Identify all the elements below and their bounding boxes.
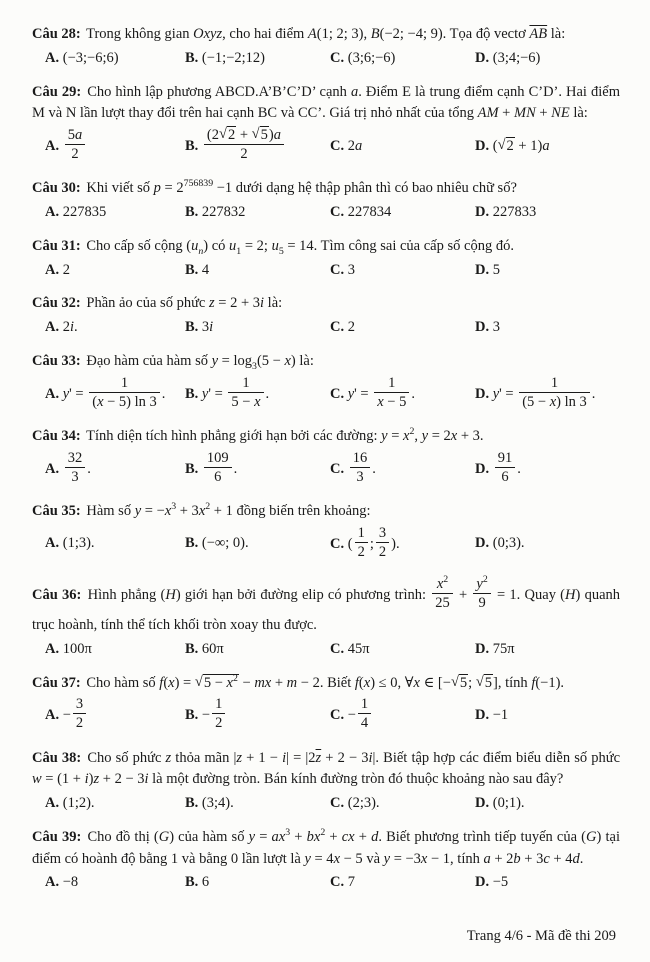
question-30-options [32,202,620,224]
option-key: D. [475,707,490,723]
question-28-options [32,48,620,70]
question-30-option-c: C. 227834 [330,204,392,220]
option-key: C. [330,49,345,66]
question-37-text: Câu 37: Cho hàm số $f(x) = √5 - x^2$ − mx + m − 2. Biết f(x) ≤ 0, ∀x ∈ [−√5; √5], tính f(−1). [32,672,565,691]
question-35-option-b: B. (−∞; 0). [185,535,249,552]
question-33-option-c: C. y' = $\frac{1}{x - 5}$ . [330,374,415,410]
question-29-options [32,127,620,166]
question-38-option-d: D. (0;1). [475,795,525,811]
option-key: B. [185,261,199,278]
option-key: B. [185,460,199,477]
question-30-text: Câu 30: Khi viết số $p = 2^{756839} -1$ dưới dạng hệ thập phân thì có bao nhiêu chữ số? [32,178,517,197]
question-34-option-a: A. $\frac{32}{3}$ . [45,449,91,485]
option-key: C. [330,385,345,402]
question-33-option-a: A. y' = $\frac{1}{(x - 5) \ln 3}$ . [45,374,166,410]
option-key: A. [45,319,60,335]
question-29-text: Câu 29: Cho hình lập phương ABCD.A’B’C’D’ cạnh a. Điểm E là trung điểm cạnh C’D’. Hai điểm M và N lần lượt thay đổi trên hai cạnh BC và CC’. Giá trị nhỏ nhất của tổng AM + MN + NE là: [32,83,620,122]
option-key: A. [45,795,60,811]
question-36-option-c: C. 45π [330,640,370,657]
option-key: D. [475,261,490,278]
question-38-option-c: C. (2;3). [330,795,380,811]
question-36 [32,573,620,661]
question-38-option-a: A. (1;2). [45,795,95,811]
question-29-label: Câu 29: [32,83,82,100]
radical: $√5 - x^2$ [194,672,238,691]
question-34-options [32,450,620,489]
question-39 [32,827,620,894]
question-32 [32,293,620,339]
question-36-label: Câu 36: [32,586,82,603]
option-key: A. [45,460,60,477]
question-34 [32,426,620,489]
option-key: C. [330,261,345,278]
question-38-label: Câu 38: [32,749,82,766]
option-key: A. [45,204,60,220]
option-key: B. [185,137,199,154]
question-31-option-b: B. 4 [185,261,210,278]
question-28-option-a: A. (−3;−6;6) [45,49,119,66]
page-footer [467,926,616,948]
option-key: D. [475,137,490,154]
question-33 [32,351,620,414]
option-key: D. [475,460,490,477]
option-key: D. [475,319,490,335]
question-39-text: Câu 39: Cho đồ thị (G) của hàm số $y = ax^3 + bx^2$ + cx + d. Biết phương trình tiếp tuyến của (G) tại điểm có hoành độ bằng 1 và bằng 0 lần lượt là y = 4x − 5 và y = −3x − 1, tính a + 2b + 3c + 4d. [32,826,620,867]
option-key: C. [330,204,345,220]
option-key: B. [185,640,199,657]
question-35-option-a: A. (1;3). [45,535,95,552]
question-34-label: Câu 34: [32,427,81,444]
question-33-label: Câu 33: [32,352,81,369]
option-key: B. [185,319,199,335]
question-35-label: Câu 35: [32,502,81,519]
question-37-label: Câu 37: [32,674,81,691]
question-29-option-a: A. $\frac{5a}{2}$ [45,127,185,166]
question-28-label: Câu 28: [32,26,81,42]
question-36-option-d: D. 75π [475,640,515,657]
question-33-option-b: B. y' = $\frac{1}{5 - x}$ . [185,374,270,410]
question-33-options [32,375,620,414]
question-32-option-d: D. 3 [475,319,500,335]
option-key: D. [475,795,490,811]
question-30-option-a: A. 227835 [45,204,107,220]
question-32-options [32,317,620,339]
option-key: B. [185,204,199,220]
question-32-option-a: A. 2i. [45,319,78,335]
question-33-text: Câu 33: Đạo hàm của hàm số $y = \log_3(5 - x)$ là: [32,352,314,372]
question-28-option-b: B. (−1;−2;12) [185,49,265,66]
question-39-label: Câu 39: [32,828,82,845]
option-key: C. [330,535,345,552]
question-28 [32,24,620,70]
question-29-option-d: D. (√2 + 1)a [475,136,550,154]
option-key: D. [475,385,490,402]
footer-text: Trang 4/6 - Mã đề thi 209 [466,928,616,945]
question-37-options [32,696,620,735]
question-36-option-a: A. 100π [45,640,92,657]
option-key: C. [330,874,345,891]
question-30 [32,178,620,224]
option-key: B. [185,707,199,724]
option-key: C. [330,707,345,724]
option-key: C. [330,137,345,154]
question-37 [32,673,620,736]
option-key: D. [475,204,490,220]
question-37-option-d: D. −1 [475,707,509,723]
question-35-option-d: D. (0;3). [475,535,525,552]
question-31-option-d: D. 5 [475,261,500,278]
option-key: D. [475,49,490,66]
question-36-options [32,639,620,661]
option-key: B. [185,874,199,891]
question-34-option-c: C. $\frac{16}{3}$ . [330,449,376,485]
question-32-option-b: B. 3i [185,319,214,335]
radical: √2 [497,136,514,154]
question-36-option-b: B. 60π [185,640,224,657]
option-key: B. [185,49,199,66]
question-39-options [32,872,620,894]
question-31-option-c: C. 3 [330,261,355,278]
question-31 [32,236,620,282]
question-30-option-d: D. 227833 [475,204,537,220]
question-35-options [32,525,620,564]
option-key: A. [45,874,60,891]
question-34-option-d: D. $\frac{91}{6}$ . [475,449,521,485]
option-key: C. [330,640,345,657]
question-38-option-b: B. (3;4). [185,795,234,811]
question-39-option-d: D. −5 [475,874,509,891]
question-list [32,24,620,894]
question-37-option-b: B. − $\frac{1}{2}$ [185,696,330,735]
option-key: C. [330,795,345,811]
option-key: A. [45,640,60,657]
option-key: B. [185,385,199,402]
radical: √5 [450,673,468,691]
question-34-option-b: B. $\frac{109}{6}$ . [185,449,238,485]
option-key: A. [45,49,60,66]
question-36-text: Câu 36: Hình phẳng (H) giới hạn bởi đường elip có phương trình: $\frac{x^2}{25}$ + $\frac{y^2}{9}$ = 1. Quay (H) quanh trục hoành, tính thể tích khối tròn xoay thu được. [32,573,620,633]
option-key: A. [45,707,60,724]
question-32-text: Câu 32: Phần ảo của số phức z = 2 + 3i là: [32,295,283,312]
option-key: D. [475,640,490,657]
question-37-option-a: A. − $\frac{3}{2}$ [45,696,185,735]
option-key: A. [45,137,60,154]
question-31-option-a: A. 2 [45,261,70,278]
option-key: A. [45,385,60,402]
question-35 [32,501,620,564]
question-28-option-d: D. (3;4;−6) [475,49,541,66]
radical: √5 [251,126,268,143]
option-key: C. [330,319,345,335]
question-38-options [32,793,620,815]
option-key: B. [185,535,199,552]
question-31-options [32,260,620,282]
radical: √5 [475,673,493,691]
question-37-option-c: C. − $\frac{1}{4}$ [330,696,475,735]
question-34-text: Câu 34: Tính diện tích hình phẳng giới hạn bởi các đường: $y = x^2$, y = 2x + 3. [32,425,484,444]
question-39-option-c: C. 7 [330,874,355,891]
question-38 [32,748,620,815]
question-31-text: Câu 31: Cho cấp số cộng $(u_n)$ có $u_1 = 2$; $u_5 = 14$. Tìm công sai của cấp số cộng đó. [32,237,514,257]
question-32-label: Câu 32: [32,295,81,312]
question-39-option-b: B. 6 [185,874,210,891]
question-38-text: Câu 38: Cho số phức z thỏa mãn $|z + 1 - i| = |2\overline{z} + 2 - 3i|$. Biết tập hợp các điểm biểu diễn số phức w = (1 + i)z + 2 − 3i là một đường tròn. Bán kính đường tròn đó thuộc khoảng nào sau đây? [32,749,621,788]
option-key: B. [185,795,199,811]
question-35-text: Câu 35: Hàm số $y = -x^3 + 3x^2 + 1$ đồng biến trên khoảng: [32,500,371,519]
option-key: D. [475,535,490,552]
question-29-option-b: B. $\frac{(2√2 + √5)a}{2}$ [185,127,330,166]
question-31-label: Câu 31: [32,237,81,254]
option-key: A. [45,261,60,278]
question-35-option-c: C. ( $\frac{1}{2}$ ; $\frac{3}{2}$ ). [330,524,400,560]
radical: √2 [219,126,236,143]
question-28-text: Câu 28: Trong không gian Oxyz, cho hai điểm A(1; 2; 3), B(−2; −4; 9). Tọa độ vectơ $\overline{AB}$ là: [32,26,566,42]
option-key: D. [475,874,490,891]
question-29-option-c: C. 2a [330,137,363,154]
question-29 [32,82,620,167]
question-28-option-c: C. (3;6;−6) [330,49,396,66]
option-key: C. [330,460,345,477]
option-key: A. [45,535,60,552]
question-30-label: Câu 30: [32,180,81,197]
question-30-option-b: B. 227832 [185,204,246,220]
question-32-option-c: C. 2 [330,319,355,335]
question-33-option-d: D. y' = $\frac{1}{(5 - x) \ln 3}$ . [475,374,596,410]
question-39-option-a: A. −8 [45,874,79,891]
